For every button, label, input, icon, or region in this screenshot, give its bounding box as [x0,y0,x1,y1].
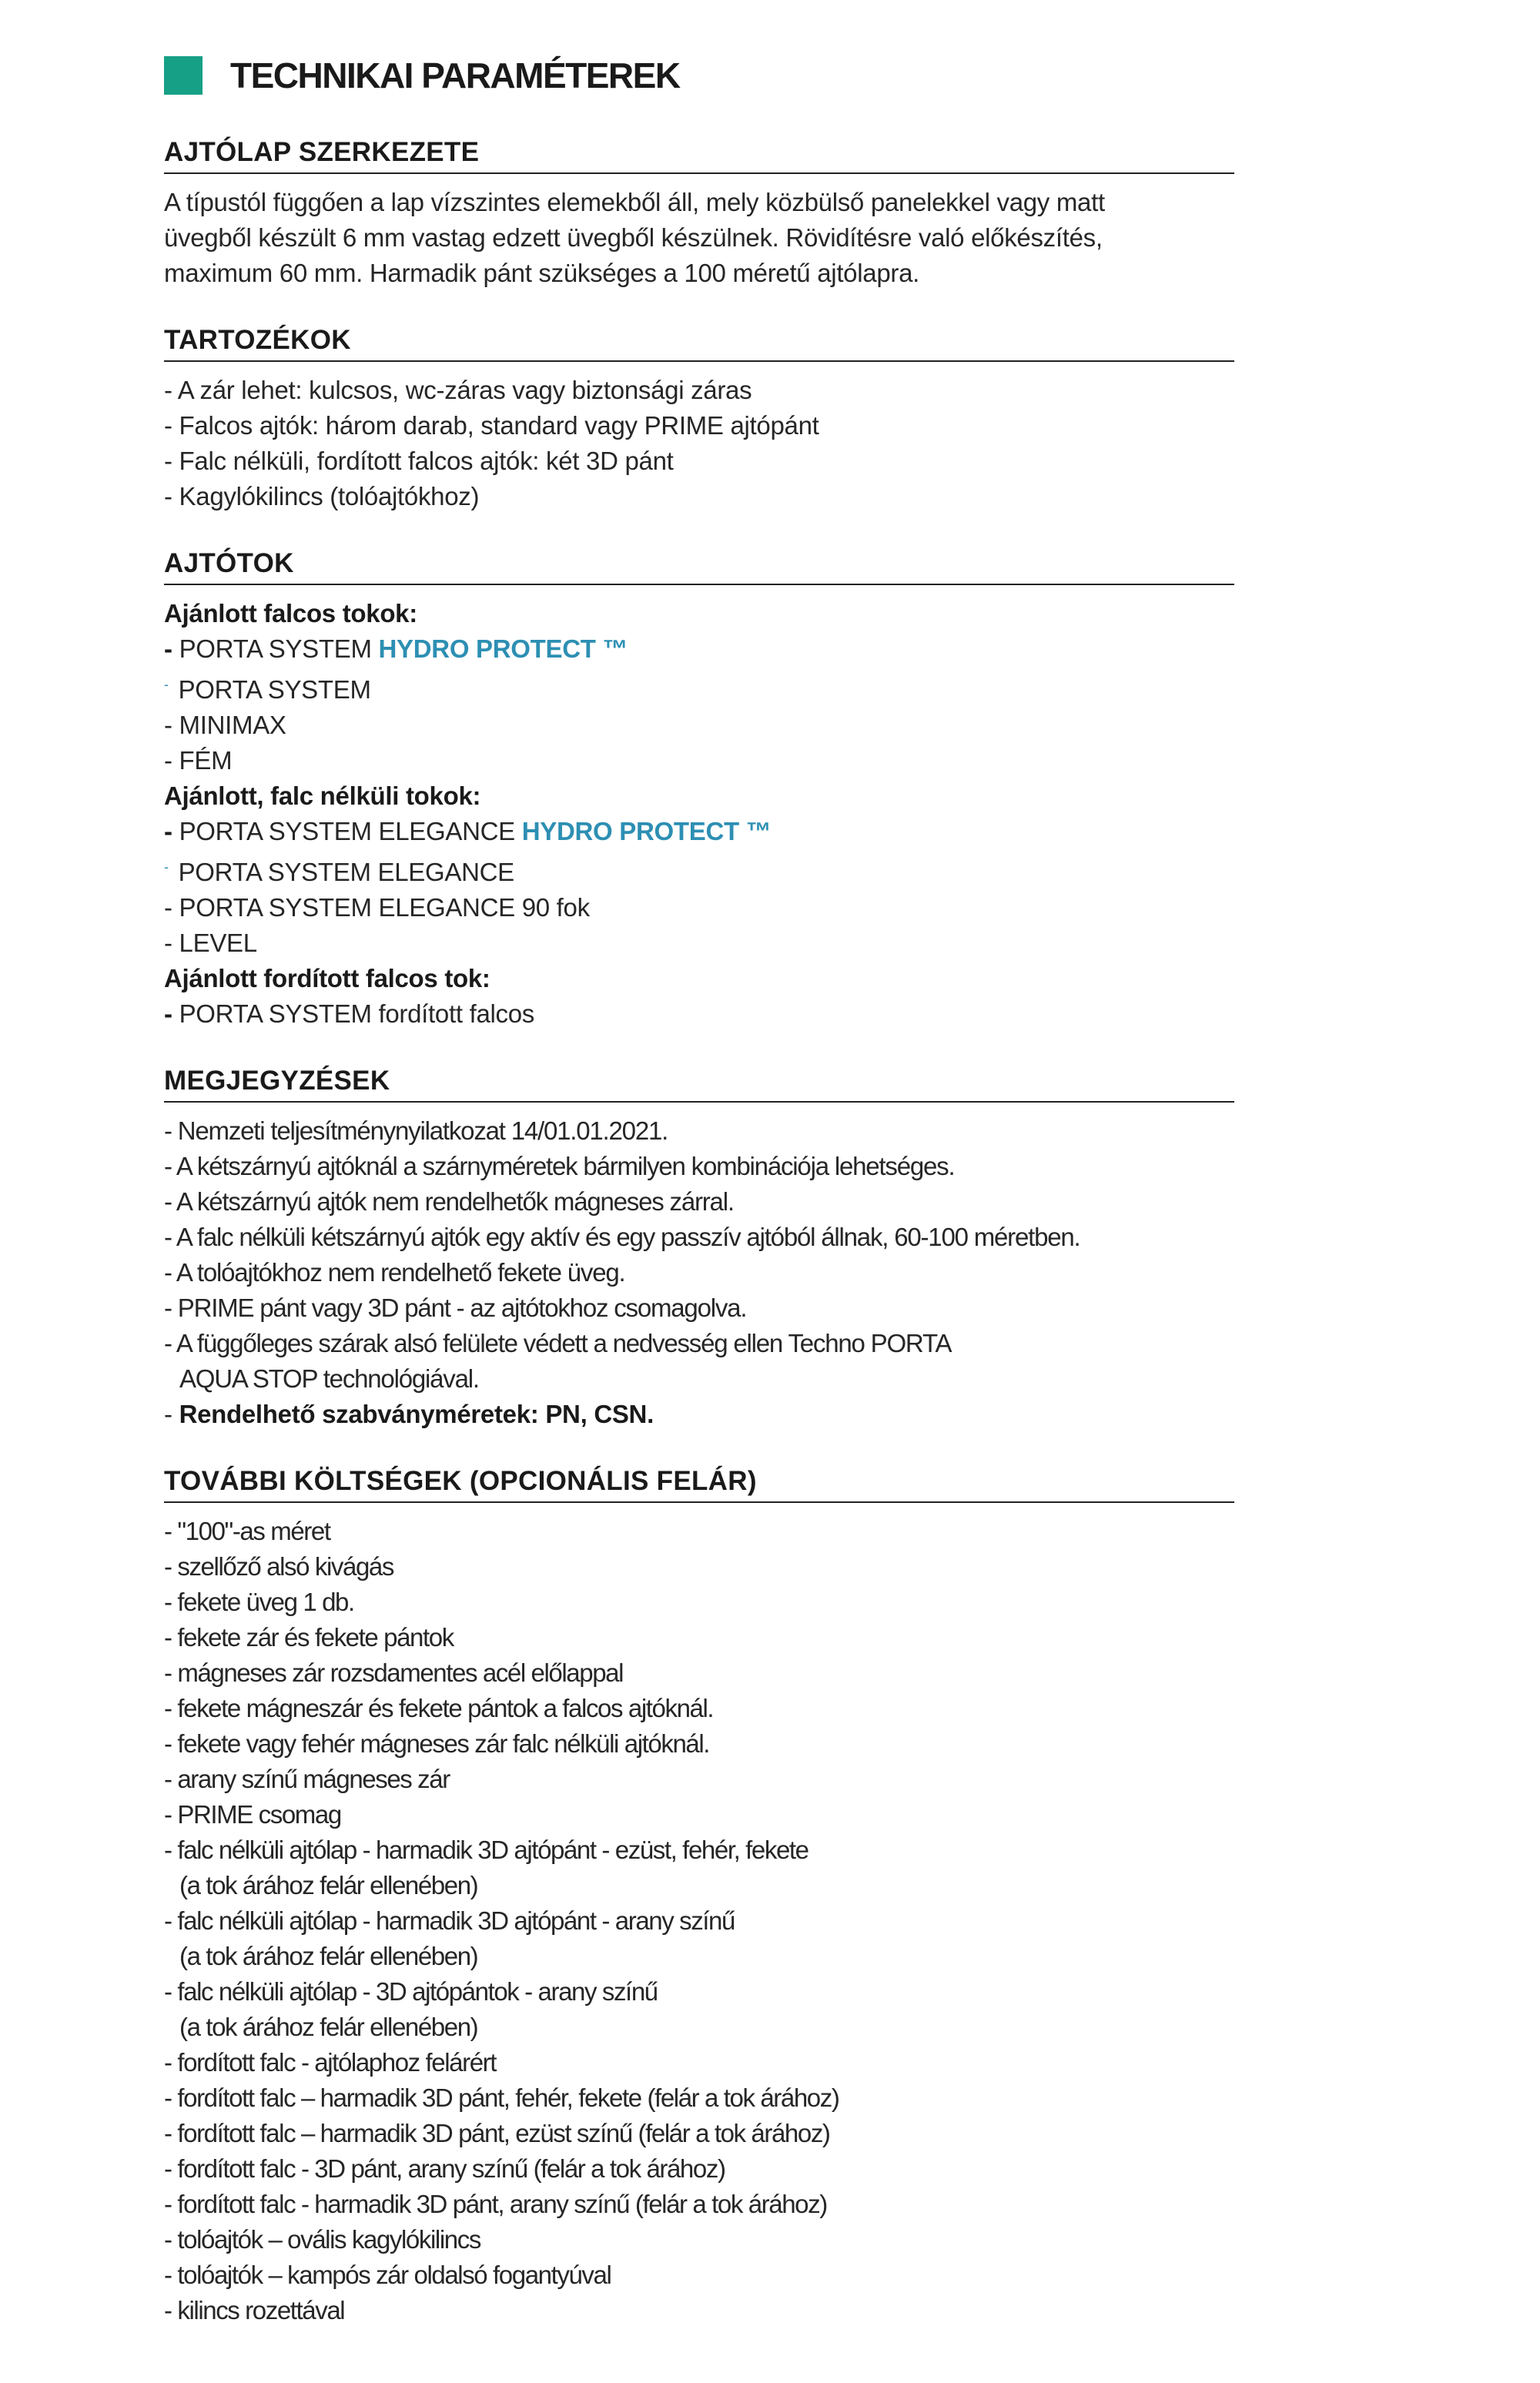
list-item: - LEVEL [164,929,257,957]
list-item: - MINIMAX [164,711,286,739]
page-title: TECHNIKAI PARAMÉTEREK [230,55,680,95]
list-item-continuation: (a tok árához felár ellenében) [179,1942,478,1970]
dash: - [164,634,172,663]
sub-heading: Ajánlott, falc nélküli tokok: [164,782,481,810]
section-additional-costs [164,1464,1234,2328]
section-heading: TOVÁBBI KÖLTSÉGEK (OPCIONÁLIS FELÁR) [164,1464,1234,1503]
item-text: PORTA SYSTEM [172,634,379,663]
dash: - [164,677,169,692]
list-item-continuation: AQUA STOP technológiával. [179,1364,479,1393]
hydro-protect-label: HYDRO PROTECT ™ [521,817,772,845]
list-item: - PRIME pánt vagy 3D pánt - az ajtótokhoz csomagolva. [164,1294,747,1322]
section-door-frame [164,547,1234,1032]
item-text: PORTA SYSTEM ELEGANCE [172,817,522,845]
section-heading: TARTOZÉKOK [164,323,1234,362]
item-text: PORTA SYSTEM [171,675,371,704]
list-item-continuation: (a tok árához felár ellenében) [179,2013,478,2041]
list-item: - FÉM [164,746,233,775]
document-page [164,54,1234,2361]
section-notes [164,1064,1234,1432]
section-heading: AJTÓLAP SZERKEZETE [164,136,1234,174]
section-heading: MEGJEGYZÉSEK [164,1064,1234,1103]
list-item [164,667,1234,708]
list-item: - PRIME csomag [164,1800,341,1829]
list-item: - A zár lehet: kulcsos, wc-záras vagy biztonsági záras [164,376,752,404]
list-item: - falc nélküli ajtólap - harmadik 3D ajtópánt - ezüst, fehér, fekete [164,1836,808,1864]
hydro-protect-label: HYDRO PROTECT ™ [378,634,628,663]
item-text: PORTA SYSTEM ELEGANCE [171,858,514,886]
list-item: - Falc nélküli, fordított falcos ajtók: két 3D pánt [164,447,674,475]
sub-heading: Ajánlott falcos tokok: [164,599,417,628]
list-item: - mágneses zár rozsdamentes acél előlappal [164,1658,624,1687]
list-item: - A falc nélküli kétszárnyú ajtók egy aktív és egy passzív ajtóból állnak, 60-100 méretben. [164,1223,1080,1251]
list-item: - A kétszárnyú ajtóknál a szárnyméretek bármilyen kombinációja lehetséges. [164,1152,955,1180]
list-item: - "100"-as méret [164,1517,330,1545]
list-item: - tolóajtók – ovális kagylókilincs [164,2225,480,2254]
section-heading: AJTÓTOK [164,547,1234,585]
list-item: - fordított falc - 3D pánt, arany színű (felár a tok árához) [164,2154,725,2183]
dash: - [164,999,172,1028]
list-item: - A tolóajtókhoz nem rendelhető fekete üveg. [164,1258,625,1287]
list-item [164,849,1234,890]
list-item: - szellőző alsó kivágás [164,1552,393,1581]
sub-heading: Ajánlott fordított falcos tok: [164,964,490,992]
list-item: - fordított falc - harmadik 3D pánt, arany színű (felár a tok árához) [164,2190,827,2218]
paragraph-line: üvegből készült 6 mm vastag edzett üvegből készülnek. Rövidítésre való előkészítés, [164,223,1103,252]
list-item: - fekete mágneszár és fekete pántok a falcos ajtóknál. [164,1694,714,1722]
list-item: - fordított falc – harmadik 3D pánt, ezüst színű (felár a tok árához) [164,2119,830,2147]
list-item [164,631,1234,667]
main-title-row [164,54,1234,97]
list-item: - kilincs rozettával [164,2296,345,2324]
list-item: - arany színű mágneses zár [164,1765,450,1793]
list-item: - falc nélküli ajtólap - 3D ajtópántok - arany színű [164,1977,658,2006]
dash: - [164,817,172,845]
section-door-leaf-structure [164,136,1234,291]
accent-square-icon [164,56,203,95]
list-item: - tolóajtók – kampós zár oldalsó fogantyúval [164,2261,611,2289]
section-accessories [164,323,1234,514]
list-item [164,996,1234,1032]
list-item: - Falcos ajtók: három darab, standard vagy PRIME ajtópánt [164,411,819,440]
list-item: - fordított falc – harmadik 3D pánt, fehér, fekete (felár a tok árához) [164,2083,839,2112]
list-item-continuation: (a tok árához felár ellenében) [179,1871,478,1899]
list-item: - fekete üveg 1 db. [164,1588,354,1616]
paragraph-line: maximum 60 mm. Harmadik pánt szükséges a 100 méretű ajtólapra. [164,259,919,287]
paragraph-line: A típustól függően a lap vízszintes elemekből áll, mely közbülső panelekkel vagy matt [164,188,1105,216]
list-item: - falc nélküli ajtólap - harmadik 3D ajtópánt - arany színű [164,1906,735,1935]
list-item: - fekete vagy fehér mágneses zár falc nélküli ajtóknál. [164,1729,710,1758]
list-item: - PORTA SYSTEM ELEGANCE 90 fok [164,893,590,922]
dash: - [164,859,169,875]
list-item: - fekete zár és fekete pántok [164,1623,454,1652]
list-item: - A kétszárnyú ajtók nem rendelhetők mágneses zárral. [164,1187,734,1216]
list-item [164,1397,1234,1432]
list-item: - fordított falc - ajtólaphoz felárért [164,2048,497,2077]
list-item [164,814,1234,849]
list-item: - A függőleges szárak alsó felülete védett a nedvesség ellen Techno PORTA [164,1329,952,1357]
item-text: PORTA SYSTEM fordított falcos [172,999,534,1028]
standard-sizes-label: Rendelhető szabványméretek: PN, CSN. [179,1400,654,1428]
dash: - [164,1400,179,1428]
list-item: - Kagylókilincs (tolóajtókhoz) [164,482,480,510]
list-item: - Nemzeti teljesítménynyilatkozat 14/01.01.2021. [164,1116,668,1145]
